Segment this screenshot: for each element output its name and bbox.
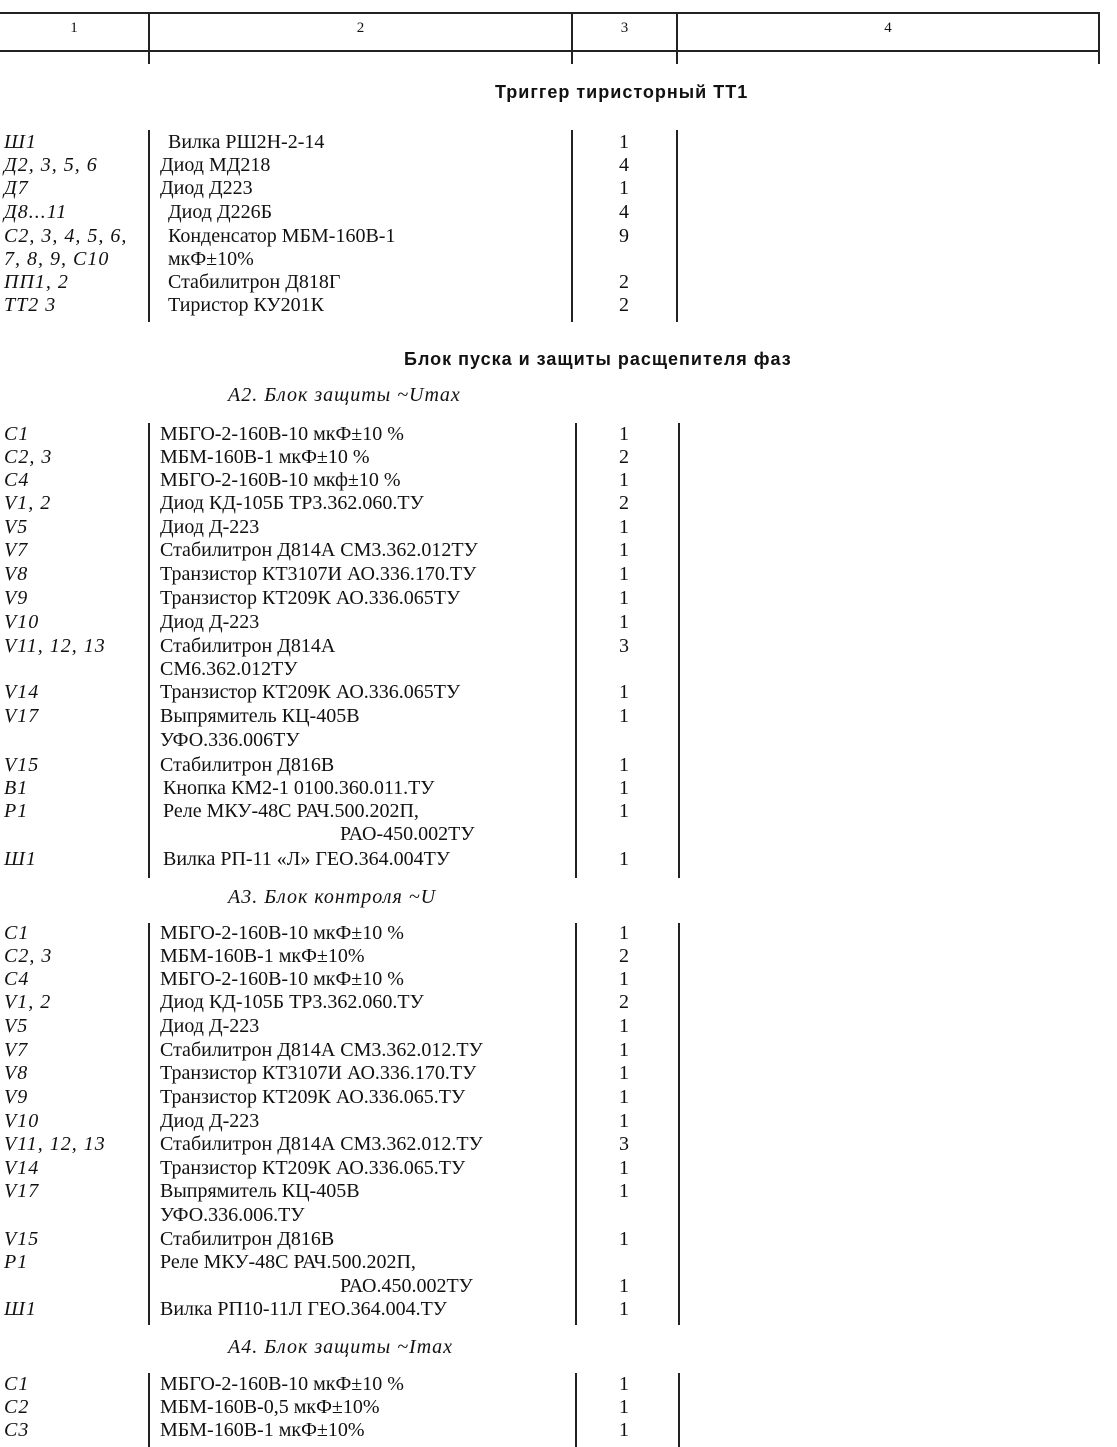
name-cell: Диод Д223 bbox=[160, 177, 253, 199]
qty-cell: 1 bbox=[619, 777, 629, 799]
table-row bbox=[0, 1157, 1117, 1181]
qty-cell: 1 bbox=[619, 1015, 629, 1037]
name-cell: МБГО-2-160В-10 мкф±10 % bbox=[160, 469, 401, 491]
header-col-4: 4 bbox=[884, 20, 892, 36]
name-cell: УФО.336.006.ТУ bbox=[160, 1204, 305, 1226]
ref-cell: V9 bbox=[4, 587, 29, 609]
ref-cell: 7, 8, 9, С10 bbox=[4, 248, 110, 270]
qty-cell: 4 bbox=[619, 154, 629, 176]
name-cell: МБМ-160В-1 мкФ±10% bbox=[160, 1419, 365, 1441]
name-cell: Кнопка КМ2-1 0100.360.011.ТУ bbox=[163, 777, 435, 799]
ref-cell: С1 bbox=[4, 1373, 30, 1395]
table-row bbox=[0, 1298, 1117, 1322]
table-row bbox=[0, 1419, 1117, 1443]
qty-cell: 1 bbox=[619, 516, 629, 538]
ref-cell: V15 bbox=[4, 754, 40, 776]
qty-cell: 1 bbox=[619, 177, 629, 199]
ref-cell: С2, 3 bbox=[4, 945, 53, 967]
table-row bbox=[0, 1086, 1117, 1110]
qty-cell: 1 bbox=[619, 848, 629, 870]
name-cell: Диод Д226Б bbox=[168, 201, 273, 223]
table-row bbox=[0, 1180, 1117, 1204]
table-row bbox=[0, 1015, 1117, 1039]
qty-cell: 1 bbox=[619, 469, 629, 491]
table-row bbox=[0, 516, 1117, 540]
table-row bbox=[0, 177, 1117, 201]
name-cell: Стабилитрон Д814А СМ3.362.012ТУ bbox=[160, 539, 478, 561]
table-row bbox=[0, 823, 1117, 847]
ref-cell: V15 bbox=[4, 1228, 40, 1250]
name-cell: Транзистор КТ3107И АО.336.170.ТУ bbox=[160, 1062, 477, 1084]
ref-cell: С1 bbox=[4, 423, 30, 445]
table-row bbox=[0, 611, 1117, 635]
table-row bbox=[0, 800, 1117, 824]
qty-cell: 1 bbox=[619, 539, 629, 561]
header-col-3: 3 bbox=[620, 20, 629, 36]
table-row bbox=[0, 991, 1117, 1015]
name-cell: МБГО-2-160В-10 мкФ±10 % bbox=[160, 922, 404, 944]
table-row bbox=[0, 587, 1117, 611]
table-row bbox=[0, 446, 1117, 470]
name-cell: Диод Д-223 bbox=[160, 1015, 260, 1037]
ref-cell: Ш1 bbox=[4, 131, 37, 153]
table-row bbox=[0, 729, 1117, 753]
qty-cell: 2 bbox=[619, 991, 629, 1013]
section-title-trigger: Триггер тиристорный ТТ1 bbox=[495, 82, 749, 102]
table-row bbox=[0, 294, 1117, 318]
table-row bbox=[0, 848, 1117, 872]
table-row bbox=[0, 469, 1117, 493]
table-row bbox=[0, 248, 1117, 272]
name-cell: МБГО-2-160В-10 мкФ±10 % bbox=[160, 1373, 404, 1395]
ref-cell: Р1 bbox=[4, 800, 29, 822]
name-cell: Тиристор КУ201К bbox=[168, 294, 324, 316]
name-cell: Транзистор КТ3107И АО.336.170.ТУ bbox=[160, 563, 477, 585]
ref-cell: V5 bbox=[4, 1015, 29, 1037]
section-title-phase-splitter: Блок пуска и защиты расщепителя фаз bbox=[404, 349, 792, 369]
name-cell: Диод Д-223 bbox=[160, 516, 260, 538]
ref-cell: Д7 bbox=[4, 177, 29, 199]
ref-cell: V11, 12, 13 bbox=[4, 635, 106, 657]
ref-cell: С1 bbox=[4, 922, 30, 944]
name-cell: Выпрямитель КЦ-405В bbox=[160, 1180, 360, 1202]
qty-cell: 3 bbox=[619, 635, 629, 657]
ref-cell: V9 bbox=[4, 1086, 29, 1108]
qty-cell: 1 bbox=[619, 754, 629, 776]
qty-cell: 1 bbox=[619, 611, 629, 633]
table-row bbox=[0, 563, 1117, 587]
name-cell: Стабилитрон Д814А bbox=[160, 635, 336, 657]
qty-cell: 1 bbox=[619, 1110, 629, 1132]
table-row bbox=[0, 922, 1117, 946]
table-row bbox=[0, 1039, 1117, 1063]
ref-cell: V1, 2 bbox=[4, 492, 52, 514]
ref-cell: С2, 3, 4, 5, 6, bbox=[4, 225, 128, 247]
ref-cell: V10 bbox=[4, 611, 40, 633]
name-cell: Вилка РП10-11Л ГЕО.364.004.ТУ bbox=[160, 1298, 447, 1320]
ref-cell: С3 bbox=[4, 1419, 30, 1441]
ref-cell: V8 bbox=[4, 563, 29, 585]
qty-cell: 2 bbox=[619, 945, 629, 967]
table-row bbox=[0, 1062, 1117, 1086]
name-cell: Конденсатор МБМ-160В-1 bbox=[168, 225, 396, 247]
table-row bbox=[0, 705, 1117, 729]
qty-cell: 1 bbox=[619, 563, 629, 585]
name-cell: Вилка РП-11 «Л» ГЕО.364.004ТУ bbox=[163, 848, 450, 870]
ref-cell: Ш1 bbox=[4, 848, 37, 870]
name-cell: Транзистор КТ209К АО.336.065ТУ bbox=[160, 587, 461, 609]
name-cell: Стабилитрон Д814А СМ3.362.012.ТУ bbox=[160, 1039, 483, 1061]
table-row bbox=[0, 945, 1117, 969]
qty-cell: 1 bbox=[619, 922, 629, 944]
ref-cell: ПП1, 2 bbox=[4, 271, 69, 293]
ref-cell: V17 bbox=[4, 1180, 40, 1202]
ref-cell: V8 bbox=[4, 1062, 29, 1084]
qty-cell: 1 bbox=[619, 681, 629, 703]
table-row bbox=[0, 1275, 1117, 1299]
ref-cell: Д8...11 bbox=[4, 201, 68, 223]
subtitle-a2: А2. Блок защиты ~Umax bbox=[228, 384, 461, 406]
name-cell: Реле МКУ-48С РАЧ.500.202П, bbox=[163, 800, 419, 822]
qty-cell: 1 bbox=[619, 800, 629, 822]
ref-cell: ТТ2 3 bbox=[4, 294, 57, 316]
qty-cell: 1 bbox=[619, 423, 629, 445]
ref-cell: V14 bbox=[4, 1157, 40, 1179]
ref-cell: V10 bbox=[4, 1110, 40, 1132]
name-cell: Стабилитрон Д816В bbox=[160, 1228, 335, 1250]
table-row bbox=[0, 1373, 1117, 1397]
ref-cell: V11, 12, 13 bbox=[4, 1133, 106, 1155]
header-top-rule bbox=[0, 12, 1100, 14]
qty-cell: 2 bbox=[619, 294, 629, 316]
ref-cell: Д2, 3, 5, 6 bbox=[4, 154, 98, 176]
qty-cell: 2 bbox=[619, 446, 629, 468]
ref-cell: V14 bbox=[4, 681, 40, 703]
table-row bbox=[0, 635, 1117, 659]
table-row bbox=[0, 1204, 1117, 1228]
name-cell: МБМ-160В-0,5 мкФ±10% bbox=[160, 1396, 380, 1418]
ref-cell: В1 bbox=[4, 777, 29, 799]
name-cell: УФО.336.006ТУ bbox=[160, 729, 300, 751]
subtitle-a3: А3. Блок контроля ~U bbox=[228, 886, 437, 908]
qty-cell: 4 bbox=[619, 201, 629, 223]
qty-cell: 1 bbox=[619, 1396, 629, 1418]
table-row bbox=[0, 201, 1117, 225]
name-cont-cell: РАО.450.002ТУ bbox=[340, 1275, 473, 1297]
name-cell: Вилка РШ2Н-2-14 bbox=[168, 131, 325, 153]
name-cont-cell: РАО-450.002ТУ bbox=[340, 823, 475, 845]
table-row bbox=[0, 1251, 1117, 1275]
ref-cell: С2 bbox=[4, 1396, 30, 1418]
ref-cell: V7 bbox=[4, 1039, 29, 1061]
ref-cell: V1, 2 bbox=[4, 991, 52, 1013]
table-row bbox=[0, 1110, 1117, 1134]
qty-cell: 1 bbox=[619, 1298, 629, 1320]
name-cell: Стабилитрон Д818Г bbox=[168, 271, 341, 293]
table-row bbox=[0, 492, 1117, 516]
qty-cell: 3 bbox=[619, 1133, 629, 1155]
name-cell: Выпрямитель КЦ-405В bbox=[160, 705, 360, 727]
name-cell: Транзистор КТ209К АО.336.065ТУ bbox=[160, 681, 461, 703]
ref-cell: Ш1 bbox=[4, 1298, 37, 1320]
ref-cell: С4 bbox=[4, 469, 30, 491]
header-bottom-rule bbox=[0, 50, 1100, 52]
ref-cell: V17 bbox=[4, 705, 40, 727]
table-row bbox=[0, 1396, 1117, 1420]
qty-cell: 1 bbox=[619, 131, 629, 153]
qty-cell: 1 bbox=[619, 1180, 629, 1202]
name-cell: Стабилитрон Д814А СМ3.362.012.ТУ bbox=[160, 1133, 483, 1155]
qty-cell: 1 bbox=[619, 1039, 629, 1061]
ref-cell: С4 bbox=[4, 968, 30, 990]
name-cell: Стабилитрон Д816В bbox=[160, 754, 335, 776]
header-divider-4 bbox=[1098, 12, 1100, 64]
table-row bbox=[0, 777, 1117, 801]
name-cell: МБМ-160В-1 мкФ±10% bbox=[160, 945, 365, 967]
table-row bbox=[0, 423, 1117, 447]
qty-cell: 1 bbox=[619, 705, 629, 727]
table-row bbox=[0, 1133, 1117, 1157]
table-row bbox=[0, 681, 1117, 705]
qty-cell: 1 bbox=[619, 968, 629, 990]
name-cell: мкФ±10% bbox=[168, 248, 254, 270]
qty-cell: 1 bbox=[619, 1157, 629, 1179]
name-cell: МБГО-2-160В-10 мкФ±10 % bbox=[160, 423, 404, 445]
name-cell: Диод МД218 bbox=[160, 154, 271, 176]
qty-cell: 1 bbox=[619, 1228, 629, 1250]
header-col-2: 2 bbox=[356, 20, 365, 36]
name-cell: МБГО-2-160В-10 мкФ±10 % bbox=[160, 968, 404, 990]
qty-cell: 1 bbox=[619, 1419, 629, 1441]
name-cell: Транзистор КТ209К АО.336.065.ТУ bbox=[160, 1157, 466, 1179]
qty-cell: 2 bbox=[619, 271, 629, 293]
qty-cell: 2 bbox=[619, 492, 629, 514]
name-cell: Диод КД-105Б ТР3.362.060.ТУ bbox=[160, 492, 424, 514]
name-cell: СМ6.362.012ТУ bbox=[160, 658, 298, 680]
header-col-1: 1 bbox=[70, 20, 78, 36]
table-row bbox=[0, 539, 1117, 563]
ref-cell: V5 bbox=[4, 516, 29, 538]
ref-cell: Р1 bbox=[4, 1251, 29, 1273]
table-row bbox=[0, 225, 1117, 249]
qty-cell: 9 bbox=[619, 225, 629, 247]
table-row bbox=[0, 658, 1117, 682]
name-cell: Реле МКУ-48С РАЧ.500.202П, bbox=[160, 1251, 416, 1273]
qty-cell: 1 bbox=[619, 1373, 629, 1395]
name-cell: Транзистор КТ209К АО.336.065.ТУ bbox=[160, 1086, 466, 1108]
table-row bbox=[0, 131, 1117, 155]
subtitle-a4: А4. Блок защиты ~Imax bbox=[228, 1336, 454, 1358]
qty-cell: 1 bbox=[619, 587, 629, 609]
table-row bbox=[0, 754, 1117, 778]
table-row bbox=[0, 154, 1117, 178]
table-row bbox=[0, 271, 1117, 295]
name-cell: Диод КД-105Б ТР3.362.060.ТУ bbox=[160, 991, 424, 1013]
name-cell: Диод Д-223 bbox=[160, 1110, 260, 1132]
ref-cell: V7 bbox=[4, 539, 29, 561]
name-cell: Диод Д-223 bbox=[160, 611, 260, 633]
table-row bbox=[0, 968, 1117, 992]
qty-cell: 1 bbox=[619, 1062, 629, 1084]
name-cell: МБМ-160В-1 мкФ±10 % bbox=[160, 446, 370, 468]
ref-cell: С2, 3 bbox=[4, 446, 53, 468]
qty-cell: 1 bbox=[619, 1275, 629, 1297]
qty-cell: 1 bbox=[619, 1086, 629, 1108]
table-row bbox=[0, 1228, 1117, 1252]
